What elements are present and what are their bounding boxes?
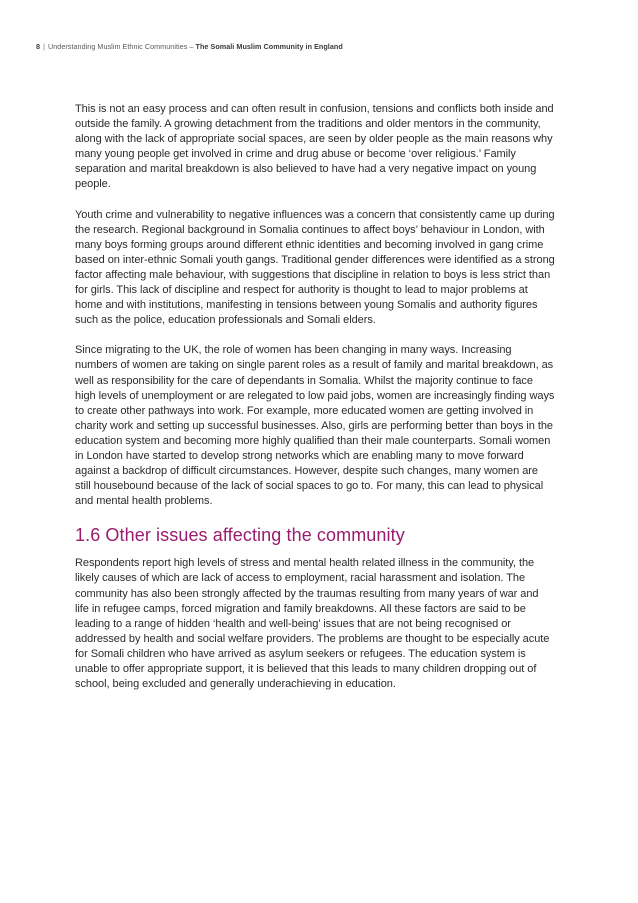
header-separator: | xyxy=(43,42,45,51)
publication-title: Understanding Muslim Ethnic Communities – xyxy=(47,42,194,51)
body-paragraph: Since migrating to the UK, the role of women has been changing in many ways. Increasing numbers of women are taking on single parent roles as a result of family and marital breakdown, as well as responsibility for the care of dependants in Somalia. Whilst the majority continue to face high levels of unemployment or are relegated to low paid jobs, women are increasingly finding ways to create other pathways into work. For example, more educated women are getting involved in charity work and setting up successful businesses. Also, girls are performing better than boys in the education system and becoming more highly qualified than their male counterparts. Somali women in London have started to develop strong networks which are enabling many to move forward against a backdrop of difficult circumstances. However, despite such changes, many women are still housebound because of the lack of social spaces to go to. For many, this can lead to physical and mental health problems. xyxy=(75,344,555,508)
section-heading: 1.6 Other issues affecting the community xyxy=(75,525,405,546)
report-title: The Somali Muslim Community in England xyxy=(195,42,343,51)
body-content xyxy=(75,102,555,707)
body-paragraph: Youth crime and vulnerability to negative influences was a concern that consistently came up during the research. Regional background in Somalia continues to affect boys’ behaviour in London, with many boys forming groups around different ethnic identities and becoming involved in gang crime based on inter-ethnic Somali youth gangs. Traditional gender differences were identified as a strong factor affecting male behaviour, with suggestions that discipline in relation to boys is less strict than for girls. This lack of discipline and respect for authority is thought to lead to major problems at home and with institutions, manifesting in tensions between young Somalis and authority figures such as the police, education professionals and Somali elders. xyxy=(75,208,555,327)
running-header xyxy=(36,42,343,51)
page-number: 8 xyxy=(36,42,41,51)
section-paragraph: Respondents report high levels of stress and mental health related illness in the community, the likely causes of which are lack of access to employment, racial harassment and isolation. The community has also been strongly affected by the traumas resulting from many years of war and life in refugee camps, forced migration and family breakdowns. All these factors are said to be leading to a range of hidden ‘health and well-being’ issues that are not being recognised or addressed by health and social welfare providers. The problems are thought to be especially acute for Somali children who have arrived as asylum seekers or refugees. The education system is unable to offer appropriate support, it is believed that this leads to many children dropping out of school, being excluded and generally underachieving in education. xyxy=(75,557,550,691)
body-paragraph: This is not an easy process and can often result in confusion, tensions and conflicts both inside and outside the family. A growing detachment from the traditions and older mentors in the community, along with the lack of appropriate social spaces, are seen by older people as the main reasons why many young people get involved in crime and drug abuse or become ‘over religious.’ Family separation and marital breakdown is also believed to have had a very negative impact on young people. xyxy=(75,103,554,191)
